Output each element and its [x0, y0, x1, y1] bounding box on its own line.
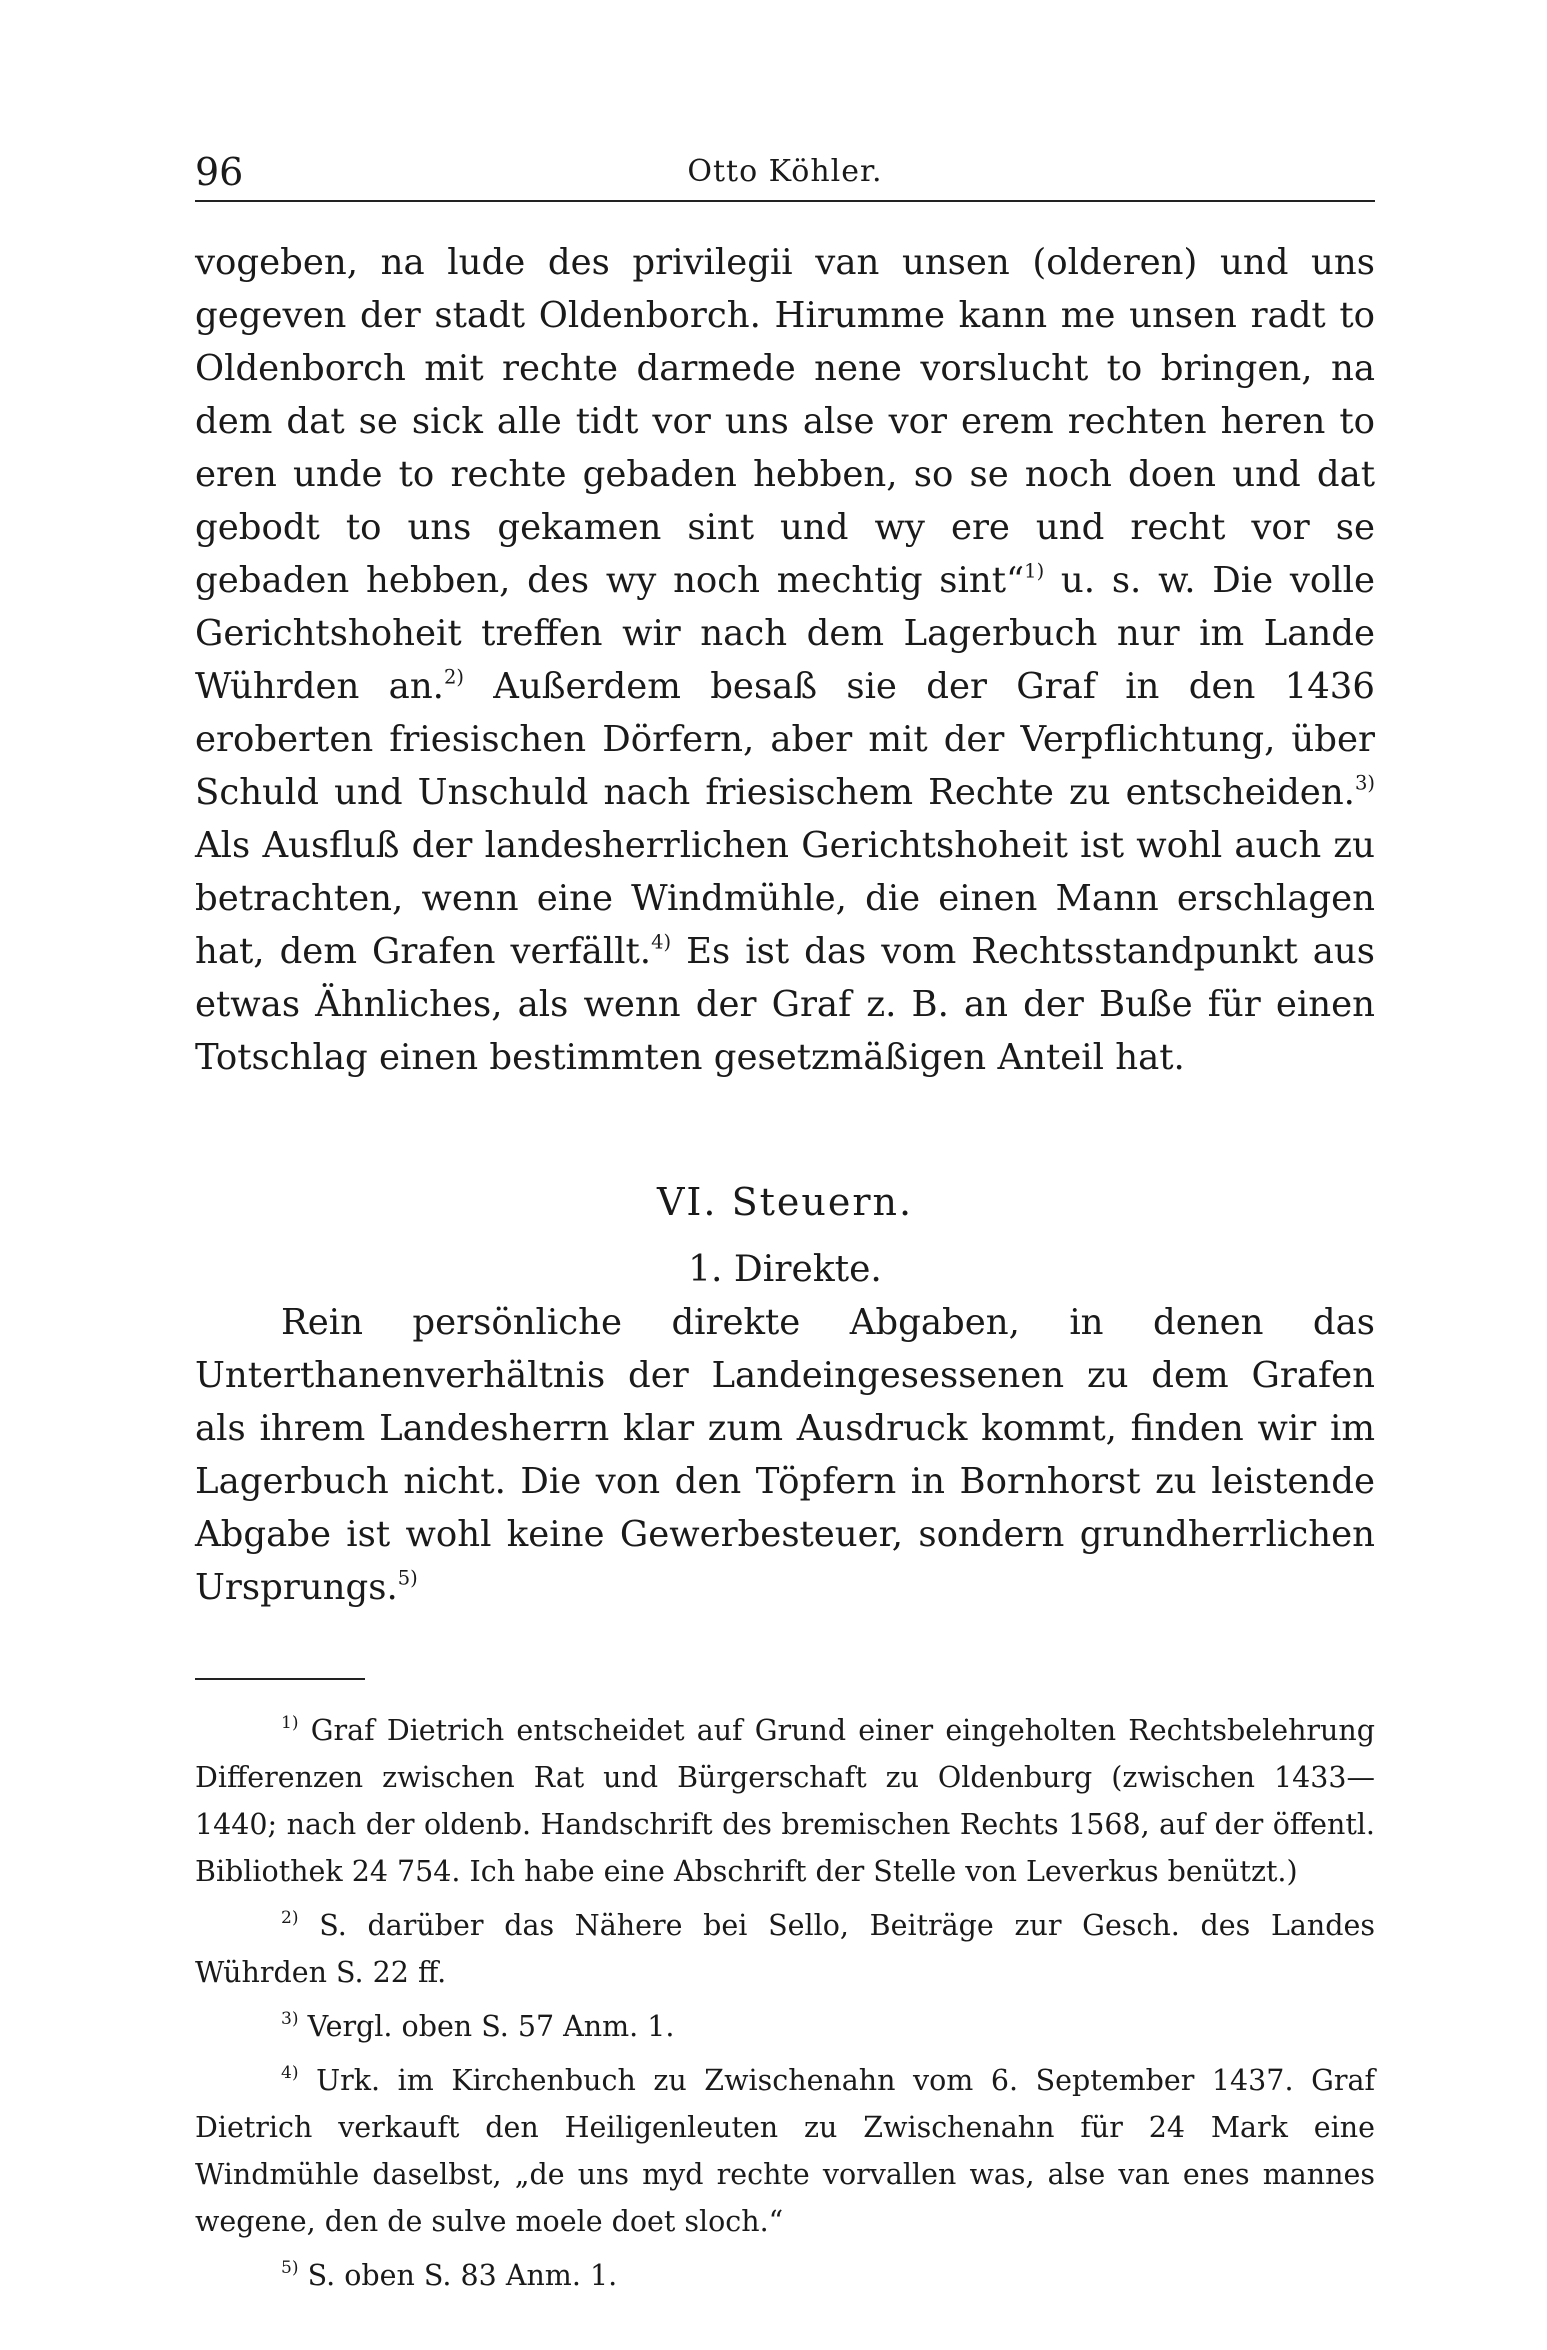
footnote-5	[195, 2245, 1375, 2299]
footnotes	[195, 1700, 1375, 2299]
footnote-ref-4: 4)	[651, 930, 672, 954]
footnote-text: Graf Dietrich entscheidet auf Grund einer eingeholten Rechtsbelehrung Differenzen zwischen Rat und Bürgerschaft zu Oldenburg (zwischen 1433—1440; nach der oldenb. Handschrift des bremischen Rechts 1568, auf der öffentl. Bibliothek 24 754. Ich habe eine Abschrift der Stelle von Leverkus benützt.)	[195, 1713, 1375, 1888]
paragraph-continued	[195, 236, 1375, 1084]
footnote-mark: 5)	[281, 2257, 299, 2278]
footnote-text: Vergl. oben S. 57 Anm. 1.	[298, 2009, 675, 2043]
footnote-2	[195, 1895, 1375, 1996]
footnote-separator	[195, 1678, 365, 1680]
footnote-mark: 3)	[281, 2008, 299, 2029]
page-number: 96	[195, 150, 244, 194]
text-run: Rein persönliche direkte Abgaben, in denen das Unterthanenverhältnis der Landeingesessenen zu dem Grafen als ihrem Landesherrn klar zum Ausdruck kommt, finden wir im Lagerbuch nicht. Die von den Töpfern in Bornhorst zu leistende Abgabe ist wohl keine Gewerbesteuer, sondern grundherrlichen Ursprungs.	[195, 1302, 1375, 1608]
running-title: Otto Köhler.	[687, 154, 883, 189]
text-run: vogeben, na lude des privilegii van unsen (olderen) und uns gegeven der stadt Oldenborch. Hirumme kann me unsen radt to Oldenborch mit rechte darmede nene vorsluсht to bringen, na dem dat se sick alle tidt vor uns alse vor erem rechten heren to eren unde to rechte gebaden hebben, so se noch doen und dat gebodt to uns gekamen sint und wy ere und recht vor se gebaden hebben, des wy noch mechtig sint“	[195, 242, 1375, 601]
text-run: Außerdem besaß sie der Graf in den 1436 eroberten friesischen Dörfern, aber mit der Verpflichtung, über Schuld und Unschuld nach friesischem Rechte zu entscheiden.	[195, 666, 1375, 813]
footnote-1	[195, 1700, 1375, 1895]
footnote-mark: 1)	[281, 1713, 299, 1733]
footnote-text: S. darüber das Nähere bei Sello, Beiträge zur Gesch. des Landes Wührden S. 22 ff.	[195, 1908, 1375, 1989]
main-text	[195, 236, 1375, 1614]
footnote-text: S. oben S. 83 Anm. 1.	[298, 2258, 618, 2292]
footnote-mark: 2)	[281, 1907, 299, 1928]
footnote-ref-1: 1)	[1024, 559, 1045, 583]
footnote-ref-2: 2)	[443, 665, 464, 689]
footnote-mark: 4)	[281, 2062, 299, 2083]
footnote-ref-5: 5)	[397, 1566, 418, 1590]
section-heading: VI. Steuern.	[656, 1180, 914, 1224]
footnote-text: Urk. im Kirchenbuch zu Zwischenahn vom 6. September 1437. Graf Dietrich verkauft den Heiligenleuten zu Zwischenahn für 24 Mark eine Windmühle daselbst, „de uns myd rechte vorvallen was, alse van enes mannes wegene, den de sulve moele doet sloch.“	[195, 2063, 1375, 2238]
footnote-ref-3: 3)	[1354, 771, 1375, 795]
footnote-4	[195, 2050, 1375, 2245]
text-run: u. s. w. Die volle Gerichtshoheit treffen wir nach dem Lagerbuch nur im Lande Wührden an.	[195, 560, 1375, 707]
text-run: Als Ausfluß der landesherrlichen Gerichtshoheit ist wohl auch zu betrachten, wenn eine Windmühle, die einen Mann erschlagen hat, dem Grafen verfällt.	[195, 825, 1375, 972]
subsection-heading: 1. Direkte.	[688, 1249, 882, 1290]
text-run: Es ist das vom Rechtsstandpunkt aus etwas Ähnliches, als wenn der Graf z. B. an der Buße für einen Totschlag einen bestimmten gesetzmäßigen Anteil hat.	[195, 931, 1375, 1078]
running-head	[195, 150, 1375, 202]
section-paragraph	[195, 1296, 1375, 1614]
footnote-3	[195, 1996, 1375, 2050]
book-page	[195, 150, 1375, 2299]
